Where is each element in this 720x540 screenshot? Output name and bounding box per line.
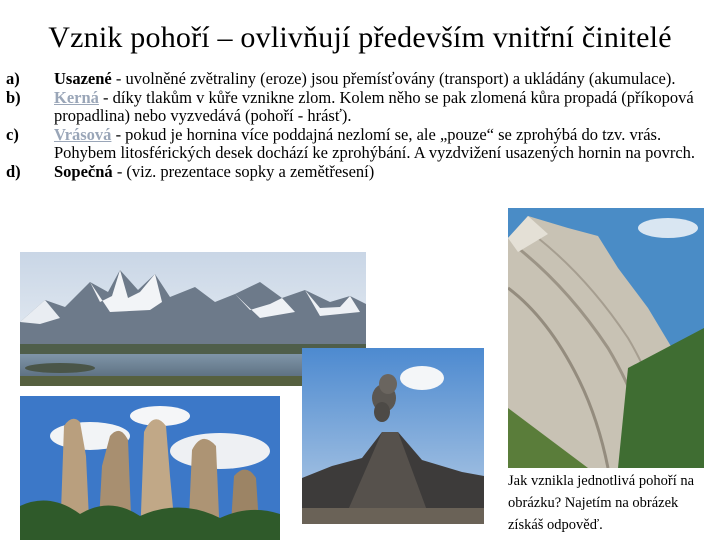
item-text: - (viz. prezentace sopky a zemětřesení) bbox=[112, 161, 375, 181]
list-marker: a) bbox=[6, 69, 20, 88]
list-item-d bbox=[6, 163, 712, 182]
item-text: - díky tlakům v kůře vznikne zlom. Kolem něho se pak zlomená kůra propadá (příkopová propadlina) nebo vyzvedává (pohoří - hrásť). bbox=[54, 87, 694, 126]
list-item-a bbox=[6, 70, 712, 89]
mountain-types-list bbox=[6, 70, 712, 182]
term-sopecna: Sopečná bbox=[54, 161, 113, 181]
list-marker: b) bbox=[6, 87, 21, 107]
rock-pillars-photo[interactable] bbox=[20, 396, 280, 540]
item-text: - uvolněné zvětraliny (eroze) jsou přemísťovány (transport) a ukládány (akumulace). bbox=[111, 69, 676, 88]
volcano-photo[interactable] bbox=[302, 348, 484, 524]
image-caption: Jak vznikla jednotlivá pohoří na obrázku? Najetím na obrázek získáš odpověď. bbox=[508, 473, 695, 533]
link-kerna[interactable]: Kerná bbox=[54, 87, 99, 107]
list-item-b bbox=[6, 89, 712, 126]
folded-mountain-photo[interactable] bbox=[508, 208, 704, 468]
slide-title: Vznik pohoří – ovlivňují především vnitřní činitelé bbox=[48, 21, 672, 54]
list-marker: d) bbox=[6, 161, 21, 181]
item-text: - pokud je hornina více poddajná nezlomí se, ale „pouze“ se zprohýbá do tzv. vrás. Pohybem litosférických desek dochází ke zprohýbání. A vyzdvižení usazených hornin na povrch. bbox=[54, 124, 696, 163]
list-marker: c) bbox=[6, 124, 19, 144]
list-item-c bbox=[6, 126, 712, 163]
term-usazene: Usazené bbox=[54, 69, 112, 88]
link-vrasova[interactable]: Vrásová bbox=[54, 124, 112, 144]
